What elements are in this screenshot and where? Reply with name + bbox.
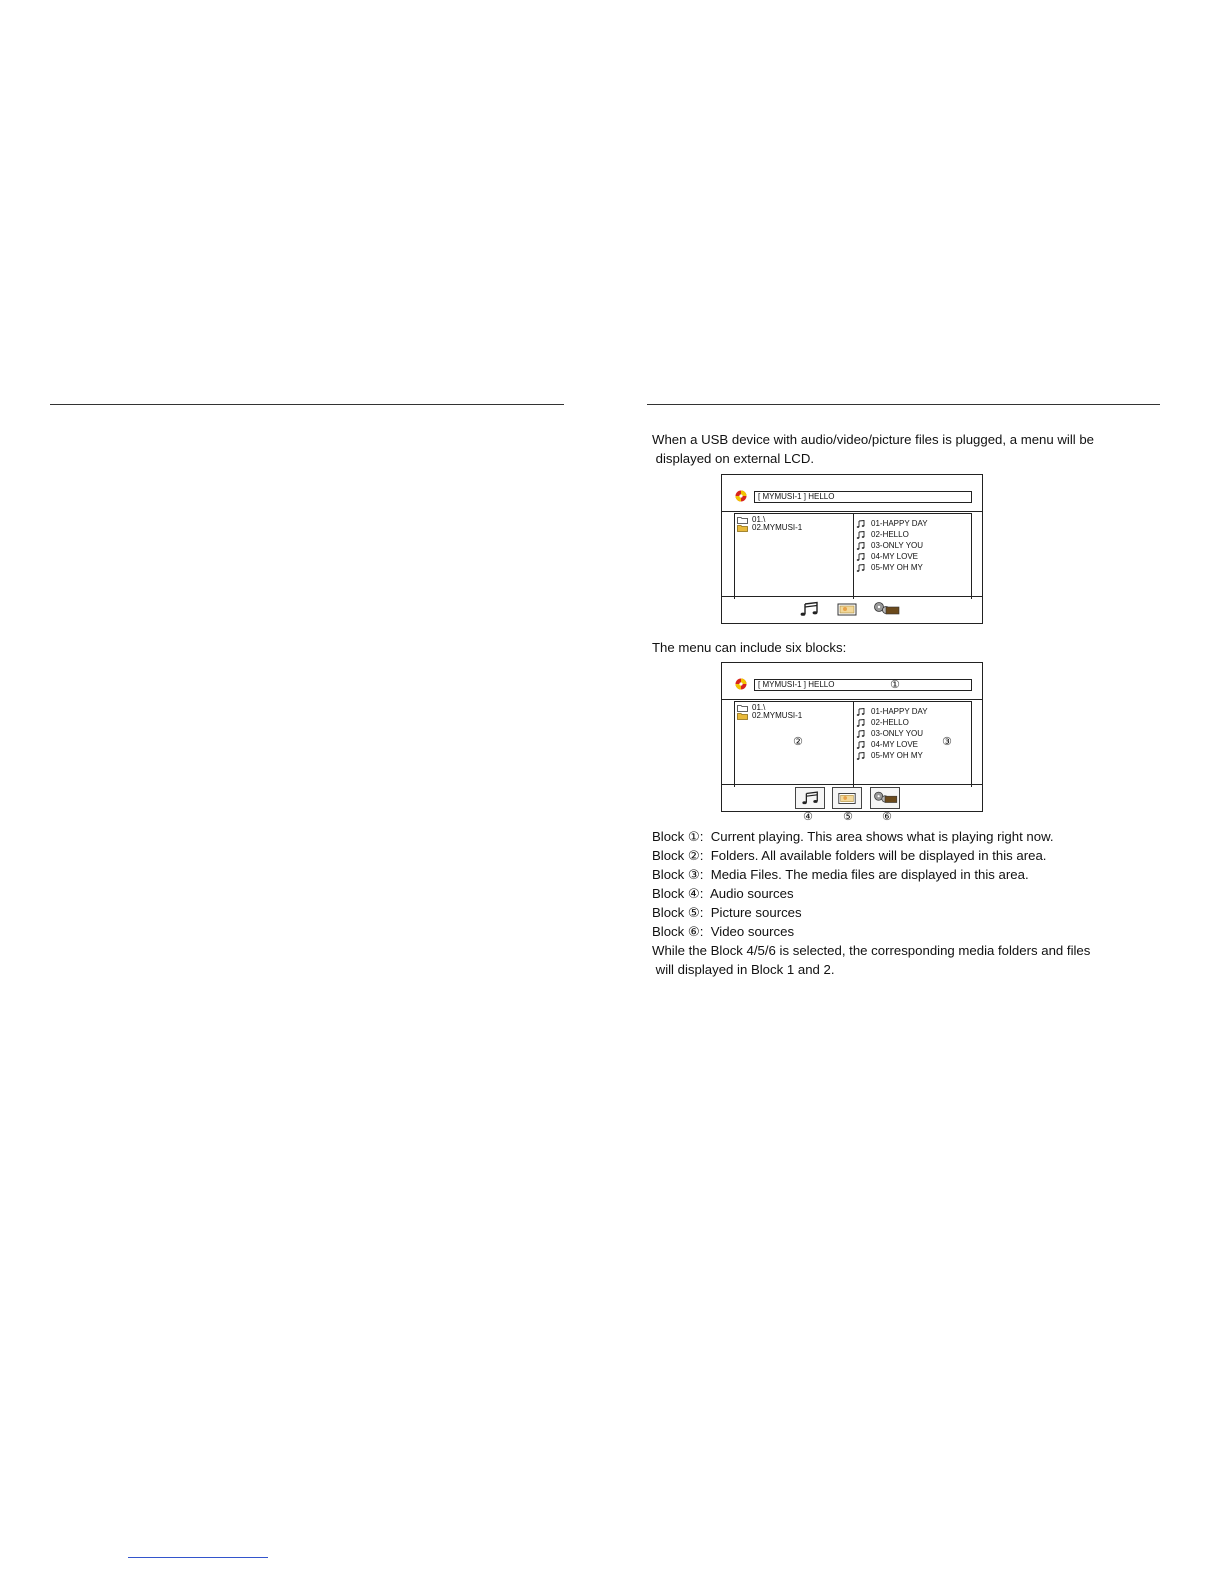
folder-item[interactable] <box>737 523 802 533</box>
description-line: While the Block 4/5/6 is selected, the corresponding media folders and files <box>652 943 1091 958</box>
music-note-icon <box>856 531 865 539</box>
footer-link-underline[interactable] <box>128 1557 268 1558</box>
video-source-icon[interactable] <box>872 601 900 617</box>
music-note-icon <box>856 730 865 738</box>
music-note-icon <box>856 741 865 749</box>
music-note-icon <box>856 708 865 716</box>
file-name: 01-HAPPY DAY <box>871 519 928 528</box>
media-files-panel <box>854 701 972 787</box>
description-line: Block ⑤: Picture sources <box>652 905 802 920</box>
music-note-icon <box>856 719 865 727</box>
left-page-rule <box>50 404 564 405</box>
file-item[interactable] <box>856 740 918 750</box>
folder-list-panel <box>734 701 854 787</box>
folder-name: 02.MYMUSI-1 <box>752 711 803 720</box>
picture-source-icon[interactable] <box>837 601 857 617</box>
file-name: 03-ONLY YOU <box>871 729 924 738</box>
file-item[interactable] <box>856 707 928 717</box>
folder-item[interactable] <box>737 711 802 721</box>
picture-source-icon[interactable] <box>832 787 862 809</box>
block-descriptions <box>652 827 1090 979</box>
description-line: Block ⑥: Video sources <box>652 924 795 939</box>
disc-icon <box>735 490 747 502</box>
block-3-marker: ③ <box>942 736 952 748</box>
lcd-menu-annotated <box>721 662 983 812</box>
file-item[interactable] <box>856 718 909 728</box>
now-playing-bar <box>722 663 982 700</box>
description-line: Block ②: Folders. All available folders will be displayed in this area. <box>652 848 1047 863</box>
intro-line: displayed on external LCD. <box>652 451 815 466</box>
folder-name: 02.MYMUSI-1 <box>752 523 803 532</box>
intro-line: When a USB device with audio/video/picture files is plugged, a menu will be <box>652 432 1095 447</box>
intro-paragraph <box>652 430 1094 468</box>
block-1-marker: ① <box>890 679 900 691</box>
blocks-intro-text: The menu can include six blocks: <box>652 640 847 655</box>
folder-open-icon <box>737 712 748 720</box>
music-note-icon <box>856 520 865 528</box>
music-note-icon <box>856 542 865 550</box>
file-item[interactable] <box>856 519 928 529</box>
block-5-marker: ⑤ <box>843 811 853 823</box>
file-name: 05-MY OH MY <box>871 751 923 760</box>
video-source-icon[interactable] <box>870 787 900 809</box>
source-bar <box>722 596 982 623</box>
folder-open-icon <box>737 524 748 532</box>
now-playing-field: [ MYMUSI-1 ] HELLO <box>754 491 972 503</box>
file-name: 04-MY LOVE <box>871 552 918 561</box>
file-name: 02-HELLO <box>871 718 909 727</box>
file-name: 04-MY LOVE <box>871 740 918 749</box>
block-2-marker: ② <box>793 736 803 748</box>
blocks-intro <box>652 638 846 657</box>
now-playing-field: [ MYMUSI-1 ] HELLO <box>754 679 972 691</box>
file-item[interactable] <box>856 530 909 540</box>
music-note-icon <box>856 553 865 561</box>
file-item[interactable] <box>856 541 923 551</box>
music-note-icon <box>856 564 865 572</box>
file-item[interactable] <box>856 563 923 573</box>
media-files-panel <box>854 513 972 599</box>
block-4-marker: ④ <box>803 811 813 823</box>
file-name: 05-MY OH MY <box>871 563 923 572</box>
description-line: Block ④: Audio sources <box>652 886 794 901</box>
source-bar <box>722 784 982 811</box>
lcd-menu-screen <box>721 474 983 624</box>
right-page-rule <box>647 404 1160 405</box>
file-item[interactable] <box>856 751 923 761</box>
audio-source-icon[interactable] <box>798 601 820 617</box>
music-note-icon <box>856 752 865 760</box>
description-line: will displayed in Block 1 and 2. <box>652 962 835 977</box>
file-name: 02-HELLO <box>871 530 909 539</box>
folder-list-panel <box>734 513 854 599</box>
description-line: Block ③: Media Files. The media files are displayed in this area. <box>652 867 1029 882</box>
block-6-marker: ⑥ <box>882 811 892 823</box>
file-item[interactable] <box>856 552 918 562</box>
file-item[interactable] <box>856 729 923 739</box>
file-name: 01-HAPPY DAY <box>871 707 928 716</box>
disc-icon <box>735 678 747 690</box>
file-name: 03-ONLY YOU <box>871 541 924 550</box>
now-playing-bar <box>722 475 982 512</box>
description-line: Block ①: Current playing. This area shows what is playing right now. <box>652 829 1054 844</box>
folder-name: 01.\ <box>752 515 766 524</box>
folder-name: 01.\ <box>752 703 766 712</box>
audio-source-icon[interactable] <box>795 787 825 809</box>
